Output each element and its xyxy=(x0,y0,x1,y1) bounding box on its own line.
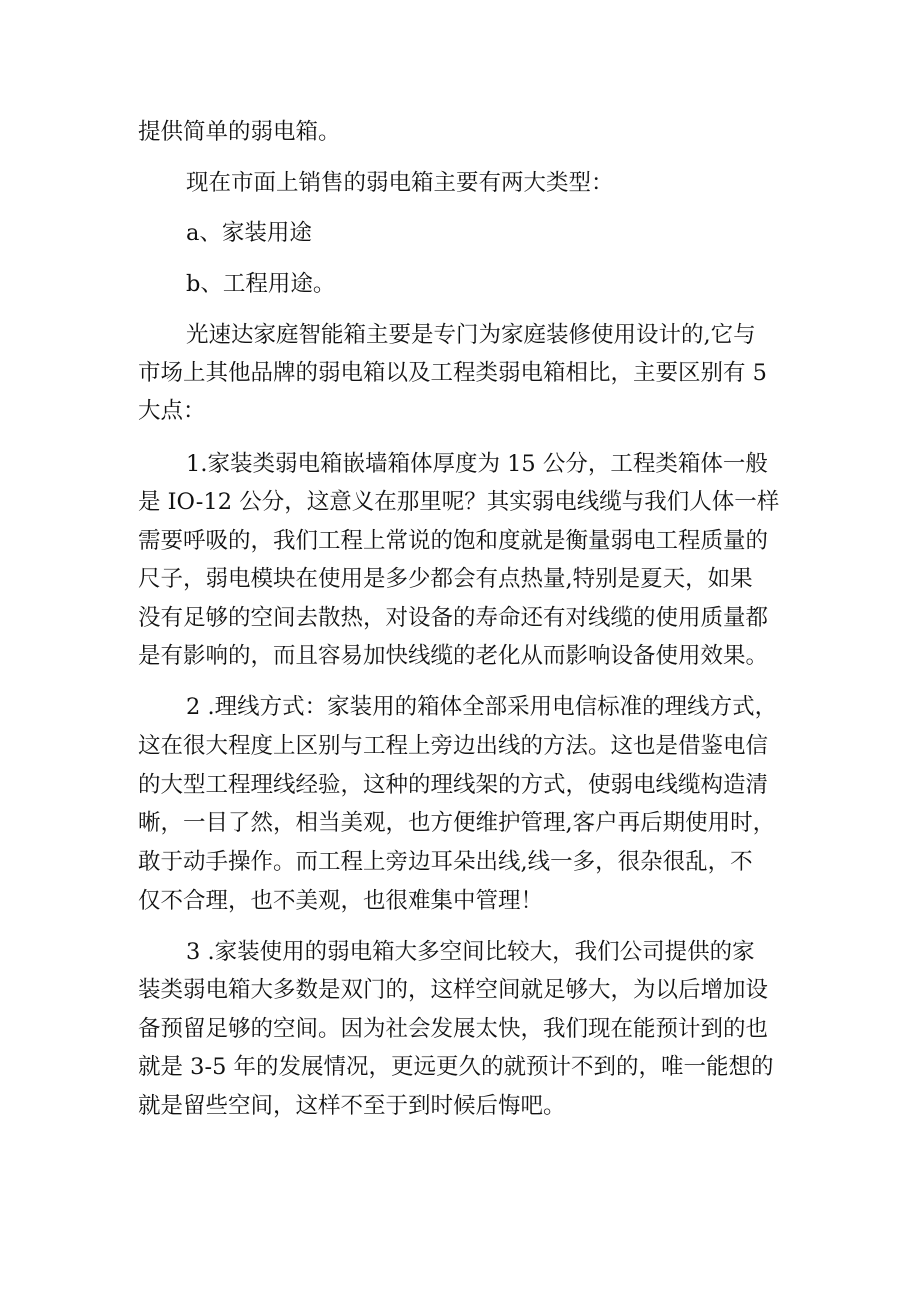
text-line: 提供简单的弱电箱。 xyxy=(138,119,341,145)
text-line: 是有影响的，而且容易加快线缆的老化从而影响设备使用效果。 xyxy=(138,643,769,669)
paragraph-first-line: 1.家装类弱电箱嵌墙箱体厚度为 15 公分，工程类箱体一般 xyxy=(186,451,768,477)
text-line: 敢于动手操作。而工程上旁边耳朵出线,线一多，很杂很乱，不 xyxy=(138,849,753,875)
text-line: 市场上其他品牌的弱电箱以及工程类弱电箱相比，主要区别有 5 xyxy=(138,360,767,386)
text-line: 晰，一目了然，相当美观，也方便维护管理,客户再后期使用时， xyxy=(138,810,776,836)
text-line: 需要呼吸的，我们工程上常说的饱和度就是衡量弱电工程质量的 xyxy=(138,528,769,554)
text-line: 的大型工程理线经验，这种的理线架的方式，使弱电线缆构造清 xyxy=(138,772,769,798)
text-line: 这在很大程度上区别与工程上旁边出线的方法。这也是借鉴电信 xyxy=(138,733,769,759)
list-item-b: b、工程用途。 xyxy=(186,271,336,297)
text-line: 没有足够的空间去散热，对设备的寿命还有对线缆的使用质量都 xyxy=(138,605,769,631)
text-line: 仅不合理，也不美观，也很难集中管理！ xyxy=(138,888,544,914)
text-line: 大点： xyxy=(138,398,206,424)
paragraph-first-line: 光速达家庭智能箱主要是专门为家庭装修使用设计的,它与 xyxy=(186,322,756,348)
text-line: 备预留足够的空间。因为社会发展太快，我们现在能预计到的也 xyxy=(138,1016,769,1042)
text-line: 是 IO-12 公分，这意义在那里呢？其实弱电线缆与我们人体一样 xyxy=(138,489,780,515)
text-line: 就是留些空间，这样不至于到时候后悔吧。 xyxy=(138,1093,566,1119)
text-line: 尺子，弱电模块在使用是多少都会有点热量,特别是夏天，如果 xyxy=(138,566,753,592)
text-line: 就是 3-5 年的发展情况，更远更久的就预计不到的，唯一能想的 xyxy=(138,1054,774,1080)
text-line: 装类弱电箱大多数是双门的，这样空间就足够大，为以后增加设 xyxy=(138,977,769,1003)
paragraph-first-line: 现在市面上销售的弱电箱主要有两大类型： xyxy=(186,170,614,196)
paragraph-first-line: 3 .家装使用的弱电箱大多空间比较大，我们公司提供的家 xyxy=(186,939,755,965)
list-item-a: a、家装用途 xyxy=(186,220,312,246)
paragraph-first-line: 2 .理线方式：家装用的箱体全部采用电信标准的理线方式， xyxy=(186,694,778,720)
